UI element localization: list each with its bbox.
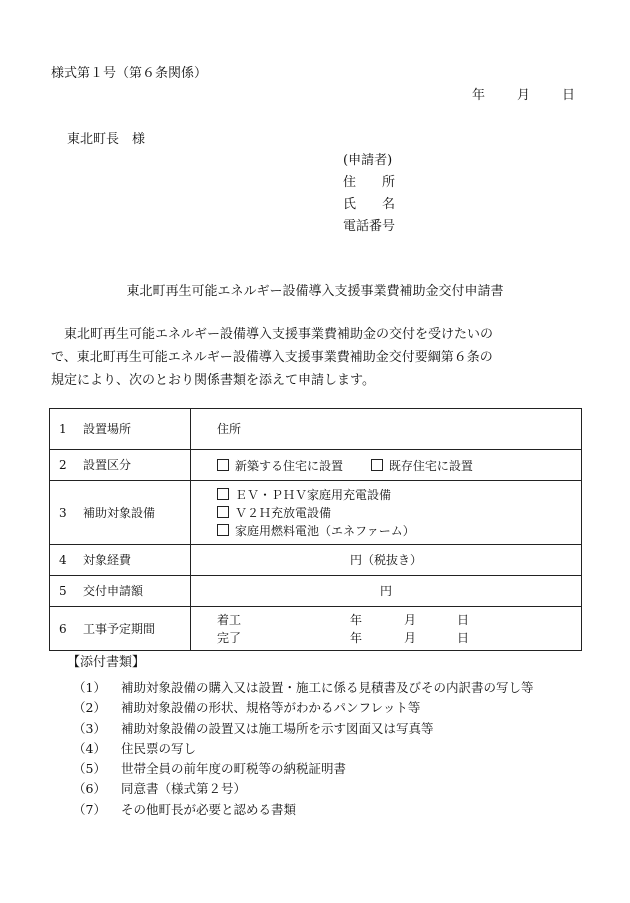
period-end: [217, 629, 581, 647]
table-row: [50, 607, 582, 651]
item-text: 同意書（様式第２号）: [121, 781, 247, 797]
phone-label: 電話番号: [343, 219, 396, 234]
equipment-field: [191, 481, 582, 545]
row-label: [50, 607, 191, 651]
attachments-heading: 【添付書類】: [67, 655, 146, 670]
field-text: 円: [379, 584, 392, 598]
row-label-text: 設置場所: [83, 422, 132, 436]
row-label: [50, 545, 191, 576]
item-number: （5）: [73, 761, 106, 777]
period-day: 日: [457, 630, 470, 645]
body-line: 規定により、次のとおり関係書類を添えて申請します。: [51, 373, 375, 388]
applicant-block: [343, 154, 395, 242]
item-number: （4）: [73, 740, 106, 756]
checkbox-new-house[interactable]: [217, 459, 229, 471]
row-number: 5: [59, 584, 67, 598]
row-label-text: 設置区分: [83, 458, 132, 472]
item-text: 住民票の写し: [121, 740, 197, 756]
form-id: 様式第１号（第６条関係）: [51, 66, 208, 81]
item-text: 世帯全員の前年度の町税等の納税証明書: [121, 761, 347, 777]
period-month: 月: [404, 630, 417, 645]
attachments-list: [73, 678, 534, 820]
row-number: 4: [59, 553, 67, 567]
row-number: 1: [59, 422, 67, 436]
item-number: （3）: [73, 720, 106, 736]
list-item: [73, 739, 534, 759]
body-line: で、東北町再生可能エネルギー設備導入支援事業費補助金交付要綱第６条の: [51, 350, 493, 365]
item-text: 補助対象設備の設置又は施工場所を示す図面又は写真等: [121, 720, 434, 736]
row-label-text: 交付申請額: [83, 584, 144, 598]
item-number: （2）: [73, 700, 106, 716]
body-line: 東北町再生可能エネルギー設備導入支援事業費補助金の交付を受けたいの: [51, 327, 494, 342]
period-year: 年: [350, 630, 363, 645]
grant-amount-field[interactable]: [191, 576, 582, 607]
period-year: 年: [350, 612, 363, 627]
option-label: 家庭用燃料電池（エネファーム）: [235, 523, 415, 538]
name-label: 氏 名: [343, 197, 396, 212]
period-label: 完了: [217, 630, 242, 645]
checkbox-ev-charger[interactable]: [217, 488, 229, 500]
table-row: [50, 409, 582, 450]
table-row: [50, 545, 582, 576]
row-number: 3: [59, 505, 67, 520]
field-text: 住所: [217, 422, 242, 436]
period-label: 着工: [217, 612, 242, 627]
item-number: （1）: [73, 680, 106, 695]
table-row: [50, 450, 582, 481]
row-number: 2: [59, 458, 67, 472]
row-label-text: 対象経費: [83, 553, 132, 567]
application-table: [49, 408, 582, 651]
period-day: 日: [457, 612, 470, 627]
row-label: [50, 576, 191, 607]
list-item: [73, 759, 534, 779]
target-cost-field[interactable]: [191, 545, 582, 576]
item-text: 補助対象設備の形状、規格等がわかるパンフレット等: [121, 700, 421, 716]
field-text: 円（税抜き）: [349, 553, 422, 567]
date-month: 月: [517, 88, 531, 103]
list-item: [73, 698, 534, 718]
table-row: [50, 481, 582, 545]
addressee: 東北町長 様: [67, 132, 146, 147]
checkbox-fuel-cell[interactable]: [217, 524, 229, 536]
construction-period-field[interactable]: [191, 607, 582, 651]
option-label: Ｖ２Ｈ充放電設備: [235, 505, 332, 520]
period-start: [217, 611, 581, 629]
option-label: ＥＶ・ＰＨＶ家庭用充電設備: [235, 487, 392, 502]
item-text: その他町長が必要と認める書類: [121, 801, 297, 817]
row-label: [50, 481, 191, 545]
row-label-text: 工事予定期間: [83, 621, 156, 636]
row-label: [50, 409, 191, 450]
checkbox-v2h[interactable]: [217, 506, 229, 518]
installation-address-field[interactable]: [191, 409, 582, 450]
body-text: [51, 323, 583, 392]
list-item: [73, 779, 534, 799]
date-day: 日: [562, 88, 576, 103]
row-label: [50, 450, 191, 481]
list-item: [73, 800, 534, 820]
date-year: 年: [472, 88, 486, 103]
item-number: （7）: [73, 801, 106, 817]
applicant-heading: (申請者): [343, 153, 393, 168]
list-item: [73, 678, 534, 698]
list-item: [73, 719, 534, 739]
item-text: 補助対象設備の購入又は設置・施工に係る見積書及びその内訳書の写し等: [121, 680, 534, 695]
checkbox-existing-house[interactable]: [371, 459, 383, 471]
option-label: 新築する住宅に設置: [235, 458, 344, 473]
date-line: [472, 89, 575, 102]
row-label-text: 補助対象設備: [83, 505, 156, 520]
option-label: 既存住宅に設置: [388, 458, 473, 473]
period-month: 月: [404, 612, 417, 627]
item-number: （6）: [73, 781, 106, 797]
document-title: 東北町再生可能エネルギー設備導入支援事業費補助金交付申請書: [126, 284, 504, 299]
address-label: 住 所: [343, 175, 396, 190]
installation-type-field: [191, 450, 582, 481]
row-number: 6: [59, 621, 67, 636]
table-row: [50, 576, 582, 607]
